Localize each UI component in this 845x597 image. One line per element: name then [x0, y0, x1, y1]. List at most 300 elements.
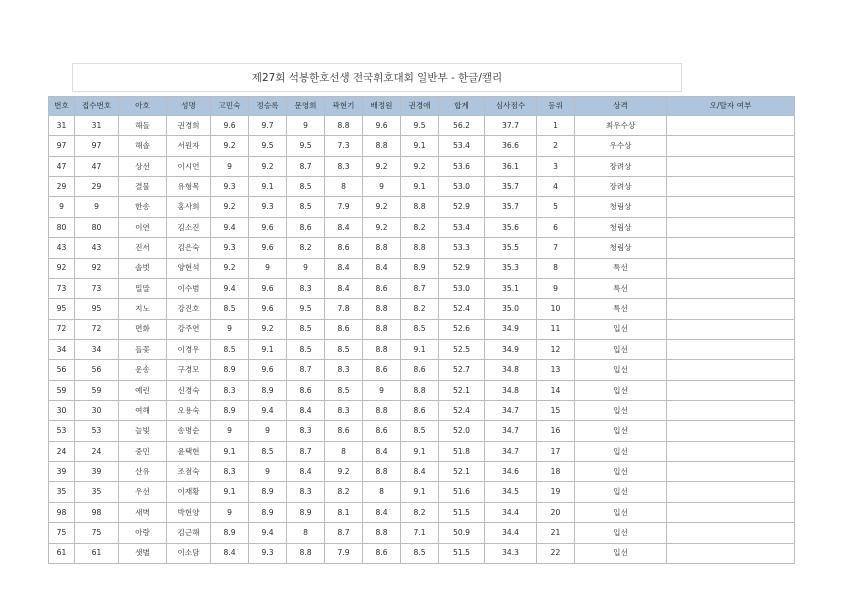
table-cell: 강주연: [167, 319, 211, 339]
table-cell: 9.1: [211, 482, 249, 502]
table-cell: [667, 177, 795, 197]
table-cell: 8.3: [325, 401, 363, 421]
table-cell: 98: [49, 502, 75, 522]
table-cell: [667, 197, 795, 217]
table-cell: 6: [537, 217, 575, 237]
table-cell: 우수상: [575, 136, 667, 156]
table-cell: 8.4: [287, 462, 325, 482]
table-row: [49, 217, 795, 237]
table-cell: [667, 217, 795, 237]
table-cell: 35.0: [485, 299, 537, 319]
table-cell: 8.8: [363, 462, 401, 482]
table-cell: 9: [211, 156, 249, 176]
table-cell: 43: [49, 238, 75, 258]
table-cell: 8.6: [401, 401, 439, 421]
table-cell: [667, 258, 795, 278]
table-cell: 10: [537, 299, 575, 319]
table-cell: 8.6: [363, 543, 401, 563]
table-cell: 8.8: [401, 238, 439, 258]
table-cell: 34.4: [485, 523, 537, 543]
table-cell: [667, 136, 795, 156]
table-cell: 결물: [119, 177, 167, 197]
table-cell: 19: [537, 482, 575, 502]
table-cell: 9.6: [249, 217, 287, 237]
table-cell: 8.3: [325, 360, 363, 380]
table-cell: 53.3: [439, 238, 485, 258]
table-cell: 들꽃: [119, 339, 167, 359]
table-cell: 9.4: [211, 278, 249, 298]
table-cell: 53: [75, 421, 119, 441]
table-cell: 5: [537, 197, 575, 217]
table-cell: 53.0: [439, 177, 485, 197]
table-cell: 8.3: [287, 482, 325, 502]
column-header: 아호: [119, 97, 167, 116]
table-cell: 9.1: [401, 136, 439, 156]
table-cell: 9: [75, 197, 119, 217]
table-row: [49, 360, 795, 380]
table-cell: 송명순: [167, 421, 211, 441]
table-cell: 상선: [119, 156, 167, 176]
table-cell: [667, 116, 795, 136]
table-cell: 9.4: [211, 217, 249, 237]
table-cell: 8.5: [401, 543, 439, 563]
table-row: [49, 441, 795, 461]
table-cell: 95: [49, 299, 75, 319]
table-cell: 39: [49, 462, 75, 482]
table-cell: 8.9: [211, 360, 249, 380]
table-cell: 52.5: [439, 339, 485, 359]
table-cell: [667, 502, 795, 522]
table-cell: 37.7: [485, 116, 537, 136]
table-cell: 8.8: [401, 197, 439, 217]
table-body: [49, 116, 795, 564]
table-row: [49, 482, 795, 502]
table-cell: 8.6: [287, 217, 325, 237]
table-cell: 34.4: [485, 502, 537, 522]
table-cell: 72: [49, 319, 75, 339]
table-cell: 59: [75, 380, 119, 400]
table-cell: 35: [75, 482, 119, 502]
table-cell: 8: [325, 177, 363, 197]
table-row: [49, 380, 795, 400]
table-cell: 34.3: [485, 543, 537, 563]
table-cell: 31: [75, 116, 119, 136]
table-cell: 34.9: [485, 339, 537, 359]
table-cell: 8.9: [249, 482, 287, 502]
table-cell: 8.6: [363, 421, 401, 441]
column-header: 권경애: [401, 97, 439, 116]
table-cell: 34.7: [485, 421, 537, 441]
table-cell: 8.6: [325, 421, 363, 441]
table-cell: 20: [537, 502, 575, 522]
table-cell: 8.8: [287, 543, 325, 563]
table-cell: 1: [537, 116, 575, 136]
table-cell: 50.9: [439, 523, 485, 543]
table-cell: 8.8: [325, 116, 363, 136]
table-cell: 입선: [575, 360, 667, 380]
table-cell: 52.6: [439, 319, 485, 339]
table-cell: 8.9: [287, 502, 325, 522]
table-cell: 53.6: [439, 156, 485, 176]
table-cell: 9.1: [401, 482, 439, 502]
table-cell: 8.7: [287, 360, 325, 380]
table-cell: 9.1: [401, 339, 439, 359]
table-cell: 56.2: [439, 116, 485, 136]
table-cell: 8.7: [287, 156, 325, 176]
table-cell: 35.6: [485, 217, 537, 237]
table-header: [49, 97, 795, 116]
table-cell: 30: [75, 401, 119, 421]
table-cell: 53: [49, 421, 75, 441]
table-cell: 52.9: [439, 258, 485, 278]
table-cell: 35.1: [485, 278, 537, 298]
table-cell: 청림상: [575, 217, 667, 237]
table-cell: 9.2: [211, 197, 249, 217]
table-cell: [667, 339, 795, 359]
table-cell: 56: [75, 360, 119, 380]
table-cell: 이경우: [167, 339, 211, 359]
table-row: [49, 421, 795, 441]
table-cell: 24: [49, 441, 75, 461]
table-cell: 8.8: [363, 319, 401, 339]
table-cell: 9: [211, 421, 249, 441]
table-cell: 7.9: [325, 543, 363, 563]
table-cell: 3: [537, 156, 575, 176]
table-row: [49, 258, 795, 278]
table-cell: 8.1: [325, 502, 363, 522]
table-cell: 9.1: [249, 339, 287, 359]
table-cell: 8: [325, 441, 363, 461]
table-cell: [667, 421, 795, 441]
document-title-text: 제27회 석봉한호선생 전국휘호대회 일반부 - 한글/캘리: [251, 72, 503, 84]
table-cell: [667, 319, 795, 339]
table-cell: 서원자: [167, 136, 211, 156]
table-cell: 8.9: [211, 401, 249, 421]
table-cell: 72: [75, 319, 119, 339]
table-cell: 8.8: [363, 523, 401, 543]
table-cell: 9.1: [401, 441, 439, 461]
table-cell: 9.5: [287, 136, 325, 156]
table-cell: 14: [537, 380, 575, 400]
table-cell: 강진호: [167, 299, 211, 319]
table-cell: 9: [249, 258, 287, 278]
table-cell: 한송: [119, 197, 167, 217]
table-cell: 29: [49, 177, 75, 197]
table-cell: 이소담: [167, 543, 211, 563]
table-row: [49, 278, 795, 298]
table-cell: 9.2: [249, 156, 287, 176]
table-cell: 51.5: [439, 502, 485, 522]
table-cell: 이연: [119, 217, 167, 237]
table-cell: 권경희: [167, 116, 211, 136]
table-cell: 신경숙: [167, 380, 211, 400]
table-cell: 입선: [575, 543, 667, 563]
table-cell: 7.1: [401, 523, 439, 543]
table-cell: [667, 441, 795, 461]
table-cell: 31: [49, 116, 75, 136]
table-cell: 오용숙: [167, 401, 211, 421]
table-cell: 운송: [119, 360, 167, 380]
table-cell: 7.8: [325, 299, 363, 319]
table-cell: 51.6: [439, 482, 485, 502]
table-cell: 8.3: [287, 421, 325, 441]
table-cell: 8.4: [363, 258, 401, 278]
table-cell: 17: [537, 441, 575, 461]
table-cell: 9.1: [401, 177, 439, 197]
table-cell: 8.8: [363, 339, 401, 359]
column-header: 문영희: [287, 97, 325, 116]
table-cell: 52.7: [439, 360, 485, 380]
table-row: [49, 319, 795, 339]
table-cell: 16: [537, 421, 575, 441]
table-cell: 김은숙: [167, 238, 211, 258]
table-cell: [667, 156, 795, 176]
table-cell: 김소진: [167, 217, 211, 237]
table-cell: 52.1: [439, 462, 485, 482]
column-header: 고민숙: [211, 97, 249, 116]
column-header: 곽현기: [325, 97, 363, 116]
table-cell: 박현양: [167, 502, 211, 522]
table-cell: 8.2: [401, 502, 439, 522]
table-cell: 53.4: [439, 217, 485, 237]
table-cell: 8.4: [211, 543, 249, 563]
table-row: [49, 401, 795, 421]
table-cell: 8.8: [363, 401, 401, 421]
table-row: [49, 462, 795, 482]
table-cell: 이재황: [167, 482, 211, 502]
column-header: 상격: [575, 97, 667, 116]
table-cell: 여해: [119, 401, 167, 421]
table-cell: 이시언: [167, 156, 211, 176]
column-header: 번호: [49, 97, 75, 116]
table-cell: 9: [537, 278, 575, 298]
table-cell: 8.8: [401, 380, 439, 400]
table-cell: 34.7: [485, 441, 537, 461]
table-cell: 8.8: [363, 238, 401, 258]
table-cell: 산유: [119, 462, 167, 482]
table-cell: 8.4: [325, 258, 363, 278]
document-title: [72, 63, 682, 92]
table-cell: 29: [75, 177, 119, 197]
table-cell: 8.8: [363, 299, 401, 319]
table-cell: 8.7: [325, 523, 363, 543]
table-cell: 9.6: [249, 278, 287, 298]
table-cell: 34.7: [485, 401, 537, 421]
table-cell: 34: [49, 339, 75, 359]
table-cell: 7: [537, 238, 575, 258]
table-cell: 9.6: [249, 299, 287, 319]
table-cell: 9.2: [211, 258, 249, 278]
table-cell: 장려상: [575, 156, 667, 176]
table-cell: [667, 360, 795, 380]
table-cell: 입선: [575, 462, 667, 482]
table-cell: 9.3: [249, 197, 287, 217]
table-cell: 8.6: [401, 360, 439, 380]
table-cell: 특선: [575, 299, 667, 319]
table-cell: 8.2: [325, 482, 363, 502]
table-cell: 22: [537, 543, 575, 563]
table-cell: 8: [287, 523, 325, 543]
table-cell: 21: [537, 523, 575, 543]
table-cell: 8.3: [211, 462, 249, 482]
table-cell: 입선: [575, 319, 667, 339]
column-header: 접수번호: [75, 97, 119, 116]
table-cell: 중민: [119, 441, 167, 461]
table-cell: 9.5: [401, 116, 439, 136]
table-cell: 입선: [575, 401, 667, 421]
table-cell: 솔벗: [119, 258, 167, 278]
table-cell: 장려상: [575, 177, 667, 197]
table-cell: 해솔: [119, 136, 167, 156]
table-cell: [667, 299, 795, 319]
table-cell: 청림상: [575, 238, 667, 258]
table-cell: 47: [75, 156, 119, 176]
table-cell: 8.9: [249, 380, 287, 400]
table-cell: 9.2: [363, 217, 401, 237]
table-cell: 36.6: [485, 136, 537, 156]
table-cell: 8: [537, 258, 575, 278]
table-cell: 9.3: [249, 543, 287, 563]
table-cell: 34.9: [485, 319, 537, 339]
table-cell: 8.5: [401, 421, 439, 441]
table-cell: 8.4: [401, 462, 439, 482]
table-cell: 늘빛: [119, 421, 167, 441]
table-cell: 34: [75, 339, 119, 359]
table-row: [49, 177, 795, 197]
header-row: [49, 97, 795, 116]
table-cell: 9.4: [249, 401, 287, 421]
table-row: [49, 238, 795, 258]
table-cell: 9: [211, 502, 249, 522]
table-cell: 해들: [119, 116, 167, 136]
table-cell: 8.5: [401, 319, 439, 339]
table-row: [49, 502, 795, 522]
table-cell: 34.8: [485, 360, 537, 380]
table-cell: 최우수상: [575, 116, 667, 136]
table-cell: 조점숙: [167, 462, 211, 482]
column-header: 합계: [439, 97, 485, 116]
table-cell: 9.3: [211, 238, 249, 258]
table-cell: 특선: [575, 278, 667, 298]
table-cell: 61: [49, 543, 75, 563]
table-cell: 아랑: [119, 523, 167, 543]
table-cell: 8.6: [325, 238, 363, 258]
table-cell: 새벽: [119, 502, 167, 522]
table-cell: 8: [363, 482, 401, 502]
column-header: 심사점수: [485, 97, 537, 116]
table-cell: 92: [49, 258, 75, 278]
table-cell: 8.3: [211, 380, 249, 400]
table-cell: 특선: [575, 258, 667, 278]
table-cell: 30: [49, 401, 75, 421]
table-cell: 36.1: [485, 156, 537, 176]
table-cell: 2: [537, 136, 575, 156]
table-cell: 7.3: [325, 136, 363, 156]
table-cell: 8.5: [325, 380, 363, 400]
table-cell: 입선: [575, 339, 667, 359]
table-cell: [667, 401, 795, 421]
table-cell: 9.2: [249, 319, 287, 339]
table-row: [49, 543, 795, 563]
table-cell: 8.4: [363, 502, 401, 522]
table-cell: 9.1: [249, 177, 287, 197]
table-cell: 9.6: [363, 116, 401, 136]
table-cell: 97: [75, 136, 119, 156]
table-cell: 9.6: [249, 360, 287, 380]
table-cell: 56: [49, 360, 75, 380]
table-cell: 95: [75, 299, 119, 319]
table-cell: 9: [49, 197, 75, 217]
table-cell: 13: [537, 360, 575, 380]
column-header: 성명: [167, 97, 211, 116]
table-cell: 홍사희: [167, 197, 211, 217]
table-cell: 51.5: [439, 543, 485, 563]
table-cell: 75: [49, 523, 75, 543]
table-cell: 92: [75, 258, 119, 278]
table-cell: [667, 482, 795, 502]
table-cell: 8.7: [401, 278, 439, 298]
table-cell: 8.5: [287, 177, 325, 197]
table-cell: 지노: [119, 299, 167, 319]
table-cell: 8.6: [363, 360, 401, 380]
table-cell: 8.7: [287, 441, 325, 461]
table-cell: 9.3: [211, 177, 249, 197]
table-cell: 8.6: [363, 278, 401, 298]
table-cell: [667, 380, 795, 400]
table-row: [49, 156, 795, 176]
table-cell: 34.5: [485, 482, 537, 502]
table-cell: 양현석: [167, 258, 211, 278]
table-cell: 43: [75, 238, 119, 258]
table-cell: 35.3: [485, 258, 537, 278]
table-cell: 9.7: [249, 116, 287, 136]
table-cell: 73: [49, 278, 75, 298]
table-cell: 8.9: [401, 258, 439, 278]
table-cell: 8.5: [287, 197, 325, 217]
table-cell: 52.4: [439, 401, 485, 421]
table-cell: [667, 523, 795, 543]
table-cell: 51.8: [439, 441, 485, 461]
table-cell: 8.5: [211, 339, 249, 359]
table-cell: 9: [211, 319, 249, 339]
table-cell: 80: [49, 217, 75, 237]
table-cell: 입선: [575, 482, 667, 502]
table-cell: 8.4: [363, 441, 401, 461]
table-cell: 9.6: [211, 116, 249, 136]
column-header: 오/탈자 여부: [667, 97, 795, 116]
table-cell: 9.5: [287, 299, 325, 319]
table-cell: 이수범: [167, 278, 211, 298]
table-cell: 8.5: [325, 339, 363, 359]
table-cell: 35.7: [485, 177, 537, 197]
table-cell: 샛별: [119, 543, 167, 563]
table-cell: 9.2: [401, 156, 439, 176]
table-cell: 61: [75, 543, 119, 563]
table-cell: 김근해: [167, 523, 211, 543]
table-cell: 밀말: [119, 278, 167, 298]
table-cell: 9.2: [363, 197, 401, 217]
table-cell: 15: [537, 401, 575, 421]
table-cell: 12: [537, 339, 575, 359]
table-cell: 75: [75, 523, 119, 543]
table-cell: 73: [75, 278, 119, 298]
table-cell: 입선: [575, 502, 667, 522]
table-cell: 7.9: [325, 197, 363, 217]
table-cell: 35.5: [485, 238, 537, 258]
table-cell: 9.5: [249, 136, 287, 156]
table-cell: 8.3: [287, 278, 325, 298]
table-row: [49, 116, 795, 136]
